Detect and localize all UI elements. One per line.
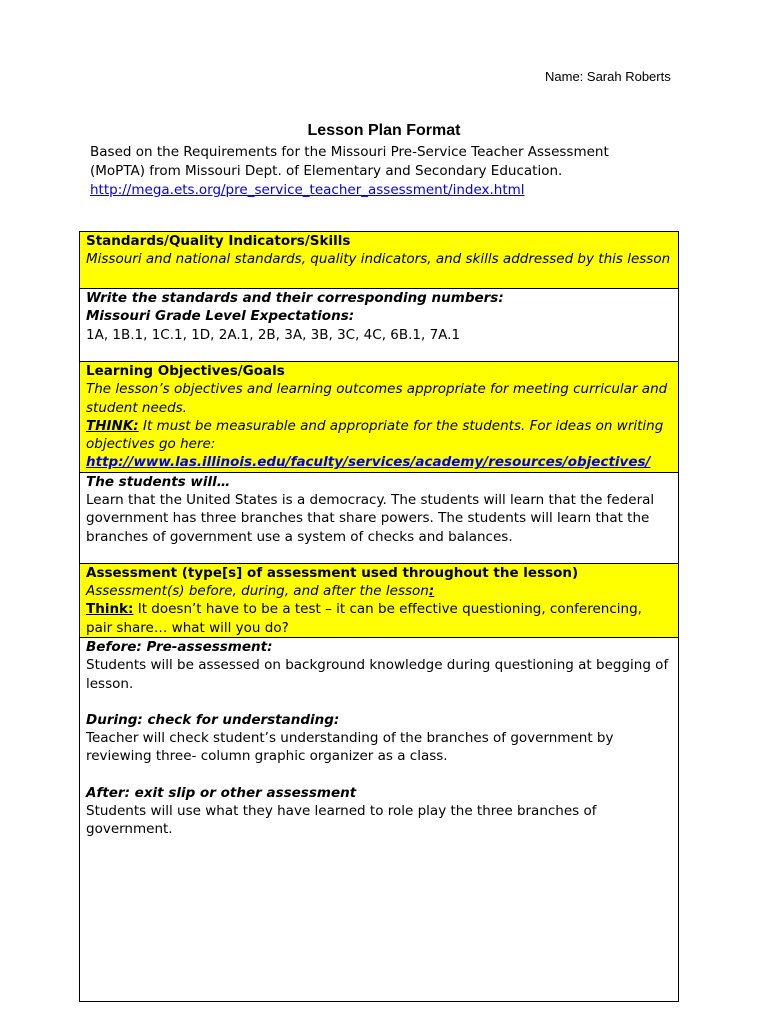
intro-line-2: (MoPTA) from Missouri Dept. of Elementary and Secondary Education. [90, 163, 563, 179]
standards-prompt: Write the standards and their corresponding numbers: [86, 290, 504, 306]
page-title: Lesson Plan Format [307, 122, 461, 139]
during-text: Teacher will check student’s understanding of the branches of government by reviewing three- column graphic organizer as a class. [86, 730, 614, 765]
standards-description: Missouri and national standards, quality indicators, and skills addressed by this lesson [86, 251, 671, 268]
students-will-heading: The students will… [86, 473, 231, 490]
assessment-think-text: It doesn’t have to be a test – it can be effective questioning, conferencing, pair share… what will you do? [86, 601, 642, 636]
objectives-think-text: It must be measurable and appropriate for the students. For ideas on writing objectives go here: [86, 417, 664, 453]
after-heading: After: exit slip or other assessment [86, 784, 357, 801]
objectives-header-row [80, 362, 679, 473]
assessment-header-cell [80, 563, 679, 637]
standards-codes: 1A, 1B.1, 1C.1, 1D, 2A.1, 2B, 3A, 3B, 3C, 4C, 6B.1, 7A.1 [86, 326, 461, 343]
objectives-heading: Learning Objectives/Goals [86, 363, 285, 379]
grade-level-heading: Missouri Grade Level Expectations: [86, 308, 355, 325]
standards-header-cell [80, 232, 679, 289]
objectives-header-cell [80, 362, 679, 473]
intro-line-1: Based on the Requirements for the Missouri Pre-Service Teacher Assessment [90, 144, 609, 160]
standards-response-row [80, 289, 679, 362]
after-text: Students will use what they have learned to role play the three branches of government. [86, 803, 597, 838]
mopta-link[interactable]: http://mega.ets.org/pre_service_teacher_assessment/index.html [90, 182, 525, 198]
assessment-description-suffix: : [428, 583, 435, 600]
assessment-description: Assessment(s) before, during, and after the lesson [86, 583, 429, 600]
assessment-response-row [80, 637, 679, 1001]
lesson-plan-table [79, 231, 679, 1002]
assessment-header-row [80, 563, 679, 637]
intro-paragraph [90, 143, 690, 200]
standards-response-cell [80, 289, 679, 362]
standards-header-row [80, 232, 679, 289]
student-name: Name: Sarah Roberts [545, 69, 671, 84]
objectives-response-row [80, 472, 679, 563]
objectives-link[interactable]: http://www.las.illinois.edu/faculty/services/academy/resources/objectives/ [86, 454, 651, 471]
assessment-heading: Assessment (type[s] of assessment used throughout the lesson) [86, 564, 579, 581]
objectives-response-text: Learn that the United States is a democracy. The students will learn that the federal government has three branches that share powers. The students will learn that the branches of government use a system of checks and balances. [86, 492, 655, 545]
standards-heading: Standards/Quality Indicators/Skills [86, 233, 351, 249]
objectives-response-cell [80, 472, 679, 563]
during-heading: During: check for understanding: [86, 711, 340, 728]
assessment-response-cell [80, 637, 679, 1001]
before-text: Students will be assessed on background knowledge during questioning at begging of lesson. [86, 657, 669, 692]
assessment-think-label: Think: [86, 601, 134, 618]
before-heading: Before: Pre-assessment: [86, 638, 273, 655]
objectives-description: The lesson’s objectives and learning outcomes appropriate for meeting curricular and student needs. [86, 381, 668, 416]
objectives-think-label: THINK: [86, 417, 139, 434]
